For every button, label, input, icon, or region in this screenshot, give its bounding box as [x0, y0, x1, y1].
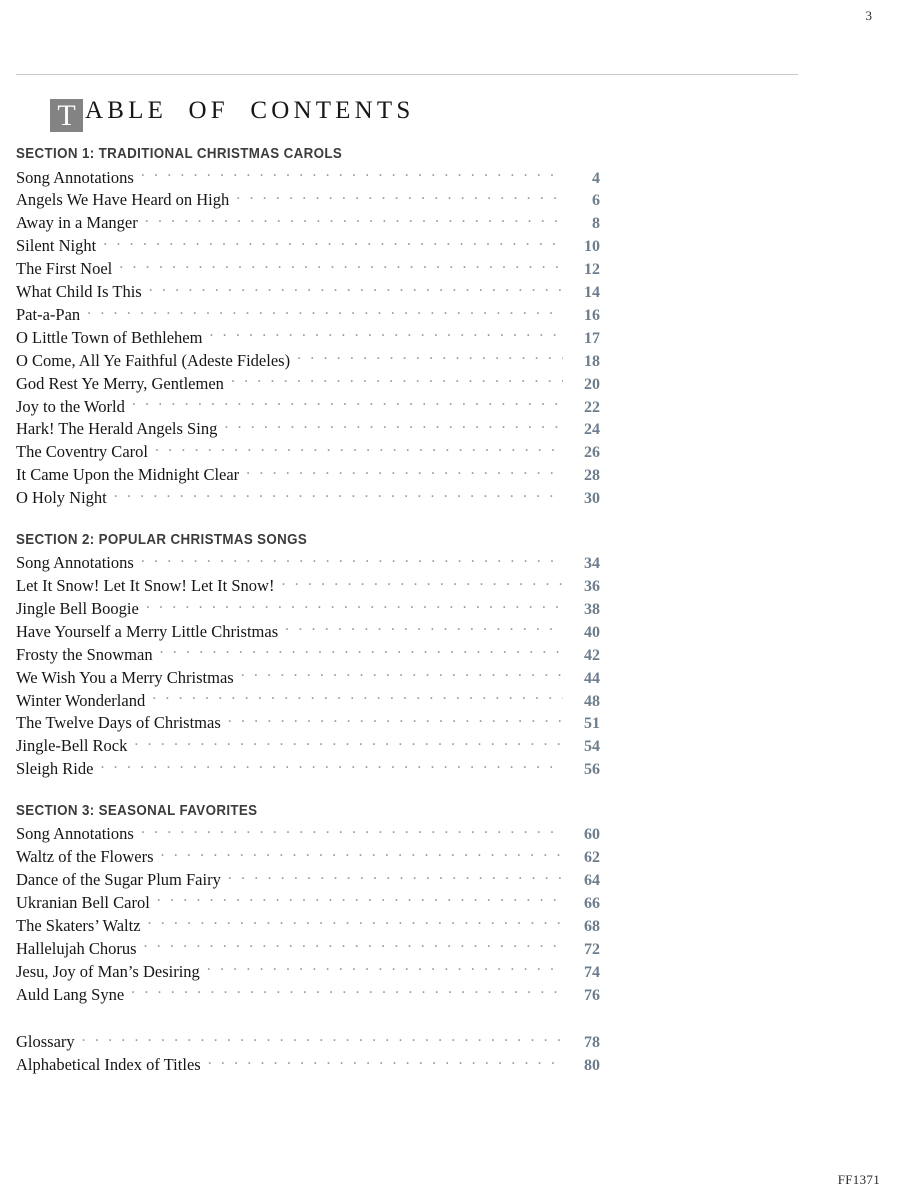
- dot-leader: [224, 418, 563, 435]
- toc-entry-title: The Skaters’ Waltz: [16, 915, 141, 935]
- toc-entry[interactable]: [16, 891, 600, 914]
- dot-leader: [209, 326, 563, 343]
- toc-entry-page: 80: [584, 1057, 600, 1075]
- toc-entry-page: 17: [584, 329, 600, 347]
- dot-leader: [119, 258, 563, 275]
- dot-leader: [114, 487, 563, 504]
- toc-entry-page: 51: [584, 715, 600, 733]
- toc-section: [16, 532, 600, 781]
- toc-entry-title: Auld Lang Syne: [16, 984, 125, 1004]
- dot-leader: [134, 735, 563, 752]
- toc-entry-title: Jingle Bell Boogie: [16, 598, 139, 618]
- toc-entry[interactable]: [16, 868, 600, 891]
- toc-entry-page: 34: [584, 555, 600, 573]
- toc-entry-page: 6: [592, 192, 600, 210]
- toc-entry-page: 68: [584, 917, 600, 935]
- toc-entry[interactable]: [16, 689, 600, 712]
- dot-leader: [141, 552, 563, 569]
- toc-entry[interactable]: [16, 983, 600, 1006]
- dot-leader: [152, 689, 563, 706]
- toc-entry-title: We Wish You a Merry Christmas: [16, 667, 234, 687]
- toc-entry-title: O Holy Night: [16, 488, 107, 508]
- toc-entry-title: Winter Wonderland: [16, 690, 146, 710]
- toc-entry-page: 30: [584, 490, 600, 508]
- toc-entry-title: It Came Upon the Midnight Clear: [16, 465, 240, 485]
- toc-entry-title: Dance of the Sugar Plum Fairy: [16, 869, 221, 889]
- toc-entry-page: 10: [584, 238, 600, 256]
- footer-code: FF1371: [837, 1172, 880, 1187]
- page-folio: 3: [865, 8, 872, 23]
- toc-entry-page: 20: [584, 375, 600, 393]
- toc-entry-title: The Coventry Carol: [16, 442, 148, 462]
- toc-entry-title: Let It Snow! Let It Snow! Let It Snow!: [16, 576, 275, 595]
- toc-entry[interactable]: [16, 597, 600, 620]
- dot-leader: [87, 303, 563, 320]
- toc-entry-title: O Come, All Ye Faithful (Adeste Fideles): [16, 350, 291, 370]
- dot-leader: [144, 937, 563, 954]
- toc-section: [16, 803, 600, 1006]
- toc-entry[interactable]: [16, 189, 600, 212]
- toc-entry-page: 54: [584, 738, 600, 756]
- toc-entry-title: Joy to the World: [16, 396, 125, 416]
- toc-entry[interactable]: [16, 395, 600, 418]
- toc-entry-page: 22: [584, 398, 600, 416]
- toc-entry[interactable]: [16, 914, 600, 937]
- dot-leader: [228, 868, 563, 885]
- toc-entry[interactable]: [16, 281, 600, 304]
- dot-leader: [141, 823, 563, 840]
- dot-leader: [236, 189, 563, 206]
- toc-entry-title: Jesu, Joy of Man’s Desiring: [16, 961, 200, 981]
- toc-entry[interactable]: [16, 258, 600, 281]
- toc-entry[interactable]: [16, 487, 600, 510]
- toc-entry[interactable]: [16, 620, 600, 643]
- toc-entry-title: Silent Night: [16, 236, 97, 256]
- toc-entry-title: God Rest Ye Merry, Gentlemen: [16, 373, 224, 393]
- toc-entry-page: 64: [584, 871, 600, 889]
- toc-entry-title: Waltz of the Flowers: [16, 847, 154, 867]
- toc-section: [16, 1031, 600, 1077]
- section-heading: SECTION 1: TRADITIONAL CHRISTMAS CAROLS: [16, 146, 343, 162]
- dot-leader: [241, 666, 563, 683]
- dot-leader: [82, 1031, 563, 1048]
- toc-content: [16, 146, 600, 1077]
- dot-leader: [161, 846, 563, 863]
- toc-entry[interactable]: [16, 666, 600, 689]
- toc-entry-page: 56: [584, 761, 600, 779]
- toc-entry[interactable]: [16, 758, 600, 781]
- toc-entry[interactable]: [16, 552, 600, 575]
- toc-entry[interactable]: [16, 441, 600, 464]
- dot-leader: [208, 1054, 563, 1071]
- toc-entry-page: 4: [592, 169, 600, 187]
- toc-entry-page: 60: [584, 826, 600, 844]
- dot-leader: [103, 235, 563, 252]
- toc-entry[interactable]: [16, 212, 600, 235]
- dot-leader: [145, 212, 563, 229]
- dot-leader: [297, 349, 563, 366]
- toc-entry-page: 16: [584, 306, 600, 324]
- page-title: [50, 92, 415, 132]
- toc-entry-page: 78: [584, 1034, 600, 1052]
- dot-leader: [155, 441, 563, 458]
- title-text: ABLE OF CONTENTS: [85, 96, 415, 124]
- toc-entry-title: Angels We Have Heard on High: [16, 190, 230, 210]
- section-heading: SECTION 3: SEASONAL FAVORITES: [16, 802, 258, 819]
- toc-entry-title: Sleigh Ride: [16, 759, 94, 779]
- toc-entry-page: 76: [584, 986, 600, 1004]
- title-dropcap: T: [50, 99, 83, 132]
- toc-entry-page: 42: [584, 646, 600, 664]
- toc-entry-title: Frosty the Snowman: [16, 644, 153, 664]
- toc-entry[interactable]: [16, 575, 600, 598]
- dot-leader: [157, 891, 563, 908]
- toc-entry-page: 8: [592, 215, 600, 233]
- toc-entry-page: 40: [584, 623, 600, 641]
- dot-leader: [231, 372, 563, 389]
- toc-entry-title: Ukranian Bell Carol: [16, 892, 150, 912]
- toc-entry[interactable]: [16, 823, 600, 846]
- toc-entry[interactable]: [16, 712, 600, 735]
- toc-entry[interactable]: [16, 735, 600, 758]
- header-rule: [16, 74, 798, 75]
- dot-leader: [246, 464, 563, 481]
- dot-leader: [207, 960, 563, 977]
- toc-entry-page: 44: [584, 669, 600, 687]
- toc-entry[interactable]: [16, 1031, 600, 1054]
- dot-leader: [149, 281, 563, 298]
- dot-leader: [132, 395, 563, 412]
- toc-entry-title: Jingle-Bell Rock: [16, 736, 128, 756]
- toc-entry-page: 18: [584, 352, 600, 370]
- toc-entry-title: The First Noel: [16, 259, 113, 279]
- toc-entry-page: 12: [584, 261, 600, 279]
- dot-leader: [146, 597, 563, 614]
- toc-entry-title: Hark! The Herald Angels Sing: [16, 419, 218, 439]
- toc-entry-title: Pat-a-Pan: [16, 304, 81, 324]
- toc-entry-title: Away in a Manger: [16, 213, 138, 233]
- section-heading: SECTION 2: POPULAR CHRISTMAS SONGS: [16, 531, 308, 548]
- dot-leader: [285, 620, 563, 637]
- dot-leader: [148, 914, 563, 931]
- toc-entry-page: 14: [584, 284, 600, 302]
- toc-entry-page: 74: [584, 963, 600, 981]
- toc-section: [16, 146, 600, 510]
- toc-entry[interactable]: [16, 235, 600, 258]
- toc-entry[interactable]: [16, 846, 600, 869]
- dot-leader: [141, 166, 563, 183]
- toc-entry-title: Have Yourself a Merry Little Christmas: [16, 621, 279, 641]
- toc-entry-title: Alphabetical Index of Titles: [16, 1055, 201, 1075]
- toc-entry[interactable]: [16, 418, 600, 441]
- toc-entry-title: Song Annotations: [16, 167, 134, 187]
- toc-entry-page: 72: [584, 940, 600, 958]
- dot-leader: [281, 575, 563, 592]
- toc-entry[interactable]: [16, 166, 600, 189]
- toc-entry[interactable]: [16, 937, 600, 960]
- toc-entry-title: What Child Is This: [16, 282, 142, 302]
- dot-leader: [160, 643, 563, 660]
- toc-entry-page: 26: [584, 444, 600, 462]
- toc-entry[interactable]: [16, 643, 600, 666]
- toc-entry-page: 48: [584, 692, 600, 710]
- toc-entry-page: 28: [584, 467, 600, 485]
- toc-entry[interactable]: [16, 326, 600, 349]
- toc-entry-title: Hallelujah Chorus: [16, 938, 137, 958]
- dot-leader: [228, 712, 563, 729]
- dot-leader: [100, 758, 563, 775]
- toc-entry-page: 38: [584, 600, 600, 618]
- toc-entry-title: O Little Town of Bethlehem: [16, 327, 203, 347]
- toc-entry[interactable]: [16, 960, 600, 983]
- dot-leader: [131, 983, 563, 1000]
- toc-entry[interactable]: [16, 1054, 600, 1077]
- toc-entry-page: 24: [584, 421, 600, 439]
- toc-entry-title: Glossary: [16, 1032, 75, 1052]
- toc-entry[interactable]: [16, 303, 600, 326]
- toc-entry[interactable]: [16, 349, 600, 372]
- toc-entry-title: Song Annotations: [16, 553, 134, 573]
- toc-entry-page: 62: [584, 849, 600, 867]
- toc-entry[interactable]: [16, 464, 600, 487]
- toc-entry[interactable]: [16, 372, 600, 395]
- toc-entry-page: 66: [584, 894, 600, 912]
- toc-entry-title: The Twelve Days of Christmas: [16, 713, 221, 733]
- toc-entry-title: Song Annotations: [16, 824, 134, 844]
- toc-entry-page: 36: [584, 578, 600, 595]
